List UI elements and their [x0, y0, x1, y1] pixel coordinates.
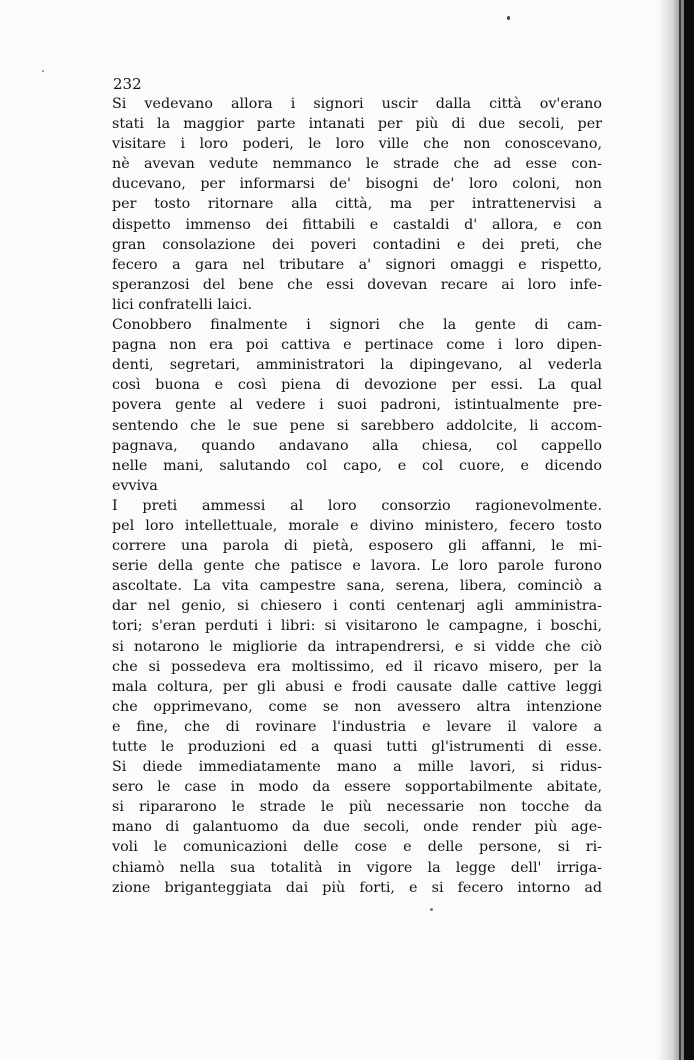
- text-line: ascoltate. La vita campestre sana, serena, libera, cominciò a: [112, 578, 602, 595]
- text-line: I preti ammessi al loro consorzio ragionevolmente.: [112, 497, 602, 514]
- text-line: dispetto immenso dei fittabili e castaldi d' allora, e con: [112, 216, 602, 233]
- page-number: 232: [113, 75, 142, 93]
- text-line: lici confratelli laici.: [112, 296, 253, 313]
- text-line: si notarono le migliorie da intrapendrersi, e si vidde che ciò: [112, 638, 602, 655]
- text-line: stati la maggior parte intanati per più di due secoli, per: [112, 116, 602, 133]
- text-line: evviva: [112, 477, 158, 494]
- text-line: sentendo che le sue pene si sarebbero addolcite, li accom-: [112, 417, 602, 434]
- text-line: sero le case in modo da essere sopportabilmente abitate,: [112, 779, 602, 796]
- body-text: [112, 94, 602, 898]
- text-line: e fine, che di rovinare l'industria e levare il valore a: [112, 718, 602, 735]
- text-line: che si possedeva era moltissimo, ed il ricavo misero, per la: [112, 658, 602, 675]
- text-line: Conobbero finalmente i signori che la gente di cam-: [112, 317, 602, 334]
- paper-speck: [42, 70, 44, 72]
- text-line: per tosto ritornare alla città, ma per intrattenervisi a: [112, 196, 602, 213]
- text-line: fecero a gara nel tributare a' signori omaggi e rispetto,: [112, 256, 602, 273]
- text-line: speranzosi del bene che essi dovevan recare ai loro infe-: [112, 276, 602, 293]
- text-line: Si vedevano allora i signori uscir dalla città ov'erano: [112, 96, 602, 112]
- binding-edge-line: [679, 0, 681, 1060]
- paper-speck: [507, 16, 510, 20]
- text-line: tutte le produzioni ed a quasi tutti gl'istrumenti di esse.: [112, 739, 602, 755]
- paper-speck: [430, 908, 433, 911]
- text-line: zione briganteggiata dai più forti, e si fecero intorno ad: [112, 879, 602, 896]
- text-line: correre una parola di pietà, esposero gli affanni, le mi-: [112, 538, 602, 555]
- text-line: che opprimevano, come se non avessero altra intenzione: [112, 698, 602, 715]
- text-line: così buona e così piena di devozione per essi. La qual: [112, 377, 602, 394]
- text-line: povera gente al vedere i suoi padroni, istintualmente pre-: [112, 397, 602, 414]
- text-line: nè avevan vedute nemmanco le strade che ad esse con-: [112, 156, 602, 173]
- text-line: tori; s'eran perduti i libri: si visitarono le campagne, i boschi,: [112, 618, 602, 635]
- text-line: pel loro intellettuale, morale e divino ministero, fecero tosto: [112, 517, 602, 534]
- text-line: nelle mani, salutando col capo, e col cuore, e dicendo: [112, 457, 602, 474]
- text-line: si ripararono le strade le più necessarie non tocche da: [112, 799, 602, 816]
- text-line: denti, segretari, amministratori la dipingevano, al vederla: [112, 357, 602, 374]
- text-line: gran consolazione dei poveri contadini e dei preti, che: [112, 236, 602, 253]
- text-line: dar nel genio, si chiesero i conti centenarj agli amministra-: [112, 598, 602, 615]
- text-line: Si diede immediatamente mano a mille lavori, si ridus-: [112, 759, 602, 776]
- text-line: mano di galantuomo da due secoli, onde render più age-: [112, 819, 602, 836]
- text-line: mala coltura, per gli abusi e frodi causate dalle cattive leggi: [112, 678, 602, 695]
- text-line: visitare i loro poderi, le loro ville che non conoscevano,: [112, 136, 602, 153]
- text-line: voli le comunicazioni delle cose e delle persone, si ri-: [112, 839, 602, 856]
- text-line: pagnava, quando andavano alla chiesa, col cappello: [112, 437, 602, 454]
- binding-edge: [684, 0, 694, 1060]
- text-line: chiamò nella sua totalità in vigore la legge dell' irriga-: [112, 859, 602, 876]
- text-line: ducevano, per informarsi de' bisogni de' loro coloni, non: [112, 176, 602, 193]
- text-line: serie della gente che patisce e lavora. Le loro parole furono: [112, 558, 602, 575]
- text-line: pagna non era poi cattiva e pertinace come i loro dipen-: [112, 337, 602, 354]
